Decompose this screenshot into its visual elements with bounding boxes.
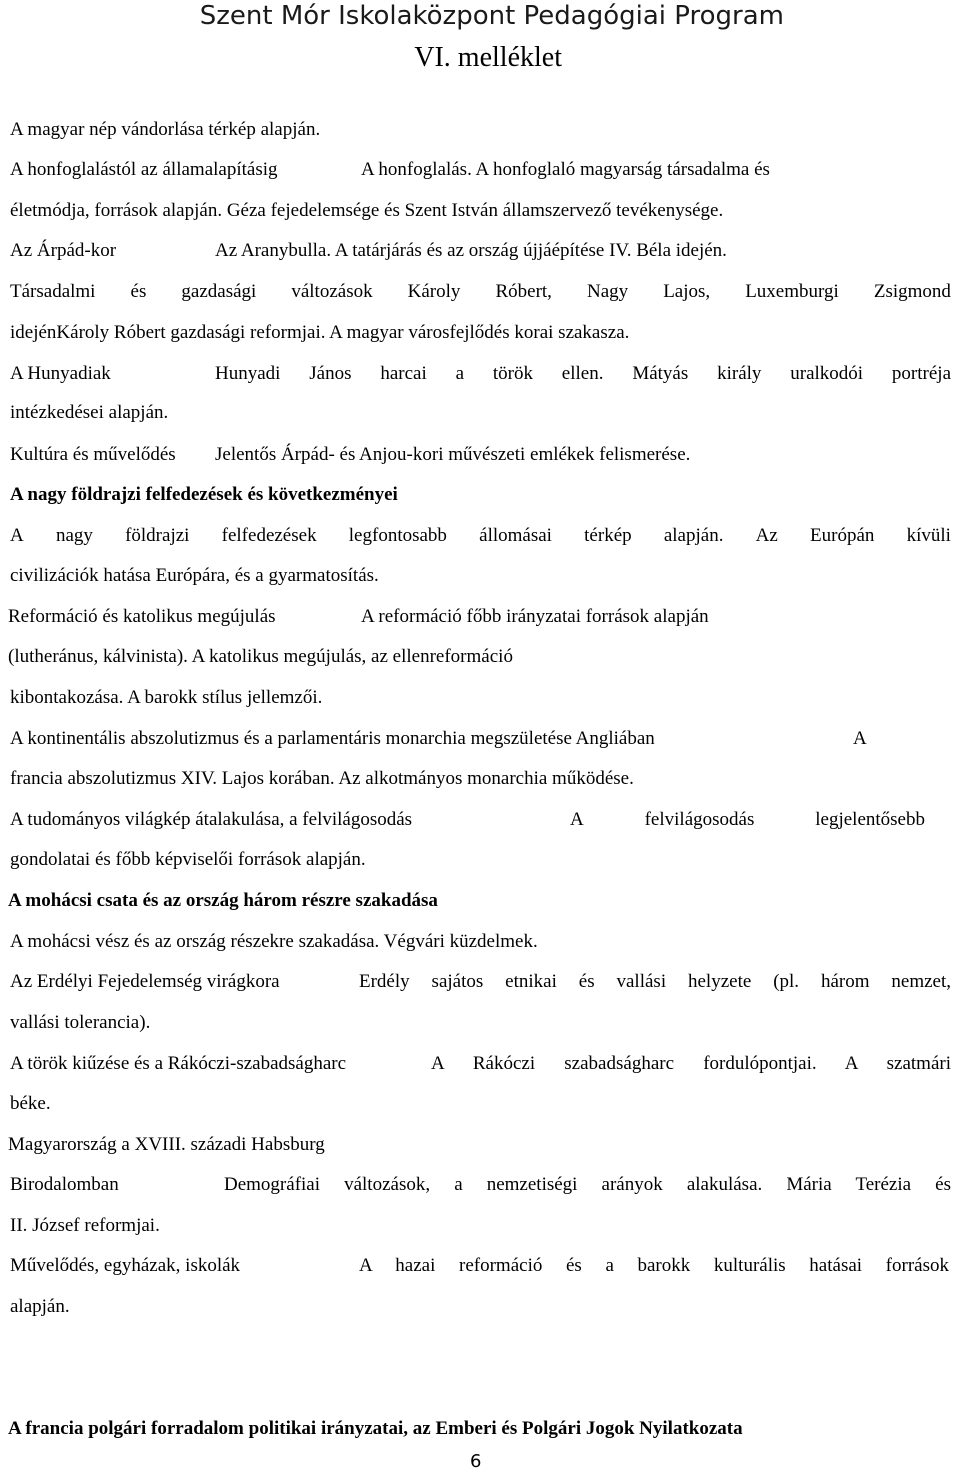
text-line: Magyarország a XVIII. századi Habsburg [8,1134,325,1155]
text-line-label: Az Erdélyi Fejedelemség virágkora [10,971,280,992]
section-heading: A nagy földrajzi felfedezések és következményei [10,484,398,505]
word: alapján. [663,525,724,546]
word: legjelentősebb [815,809,925,830]
text-line-content: A hazai reformáció és a barokk kulturális hatásai források [359,1255,949,1276]
section-heading: A francia polgári forradalom politikai irányzatai, az Emberi és Polgári Jogok Nyilatkozata [8,1418,743,1439]
word: legfontosabb [348,525,447,546]
text-line: A magyar nép vándorlása térkép alapján. [10,119,321,140]
text-line: idejénKároly Róbert gazdasági reformjai. A magyar városfejlődés korai szakasza. [10,322,630,343]
text-line-content: A Rákóczi szabadságharc fordulópontjai. A szatmári [431,1053,951,1074]
text-line-content: Demográfiai változások, a nemzetiségi arányok alakulása. Mária Terézia és [224,1174,951,1195]
word: Lajos, [663,281,711,302]
text-line-label: A kontinentális abszolutizmus és a parlamentáris monarchia megszületése Angliában [10,728,655,749]
word: kívüli [906,525,951,546]
text-line: életmódja, források alapján. Géza fejedelemsége és Szent István államszervező tevékenysége. [10,200,724,221]
text-line: béke. [10,1093,51,1114]
word: A [570,809,584,830]
justified-line [10,524,951,548]
page-number: 6 [470,1451,482,1472]
text-line: II. József reformjai. [10,1215,160,1236]
text-line-content: A [853,728,867,749]
word: térkép [584,525,632,546]
text-line-content: Az Aranybulla. A tatárjárás és az ország újjáépítése IV. Béla idején. [215,240,727,261]
header-title: Szent Mór Iskolaközpont Pedagógiai Program [199,1,784,31]
text-line-content: Erdély sajátos etnikai és vallási helyzete (pl. három nemzet, [359,971,951,992]
text-line-content: A honfoglalás. A honfoglaló magyarság társadalma és [361,159,770,180]
text-line-label: A honfoglalástól az államalapításig [10,159,278,180]
word: Nagy [586,281,629,302]
word: Társadalmi [10,281,96,302]
word: állomásai [479,525,552,546]
text-line-label: Kultúra és művelődés [10,444,176,465]
text-line-label: Az Árpád-kor [10,240,117,261]
word: földrajzi [125,525,190,546]
justified-line [570,808,925,832]
text-line: alapján. [10,1296,70,1317]
word: Luxemburgi [745,281,839,302]
text-line-content: Jelentős Árpád- és Anjou-kori művészeti emlékek felismerése. [215,444,691,465]
text-line-label: Művelődés, egyházak, iskolák [10,1255,241,1276]
word: és [130,281,147,302]
word: Károly [407,281,461,302]
word: Róbert, [495,281,552,302]
word: Zsigmond [873,281,951,302]
text-line-label: A Hunyadiak [10,363,111,384]
text-line: (lutheránus, kálvinista). A katolikus megújulás, az ellenreformáció [8,646,513,667]
text-line-label: A tudományos világkép átalakulása, a felvilágosodás [10,809,413,830]
section-heading: A mohácsi csata és az ország három részre szakadása [8,890,438,911]
word: Az [755,525,778,546]
text-line-label: Birodalomban [10,1174,119,1195]
word: felfedezések [221,525,317,546]
text-line: vallási tolerancia). [10,1012,151,1033]
text-line: gondolatai és főbb képviselői források alapján. [10,849,366,870]
text-line: kibontakozása. A barokk stílus jellemzői. [10,687,323,708]
word: gazdasági [181,281,257,302]
text-line-label: A török kiűzése és a Rákóczi-szabadságharc [10,1053,347,1074]
word: nagy [55,525,93,546]
word: felvilágosodás [644,809,755,830]
header-subtitle: VI. melléklet [414,42,562,73]
word: Európán [810,525,875,546]
text-line-label: Reformáció és katolikus megújulás [8,606,276,627]
text-line-content: A reformáció főbb irányzatai források alapján [361,606,709,627]
text-line: intézkedései alapján. [10,402,169,423]
word: A [10,525,24,546]
justified-line [10,280,951,304]
text-line: francia abszolutizmus XIV. Lajos korában. Az alkotmányos monarchia működése. [10,768,634,789]
text-line: civilizációk hatása Európára, és a gyarmatosítás. [10,565,379,586]
text-line: A mohácsi vész és az ország részekre szakadása. Végvári küzdelmek. [10,931,538,952]
word: változások [291,281,373,302]
text-line-content: Hunyadi János harcai a török ellen. Mátyás király uralkodói portréja [215,363,951,384]
